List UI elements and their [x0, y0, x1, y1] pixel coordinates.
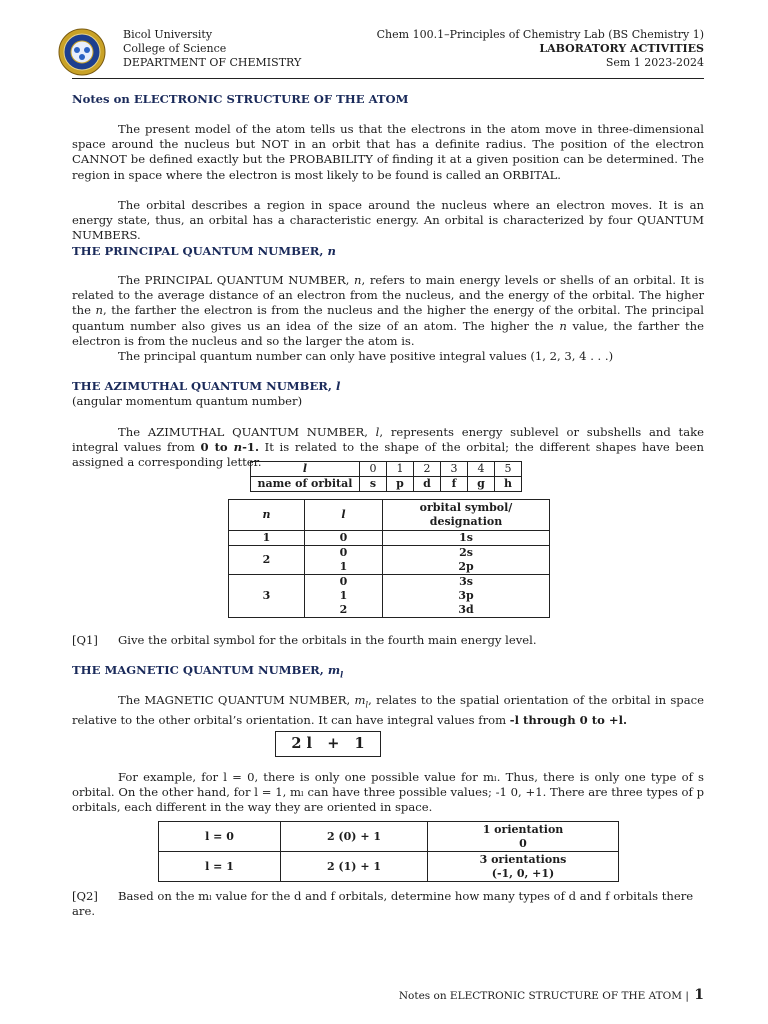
- table-cell: [305, 546, 383, 575]
- semester-label: Sem 1 2023-2024: [605, 56, 704, 69]
- question-number: [Q2]: [72, 889, 98, 903]
- azimuthal-p-part: It is related to the shape of the orbital; the different shapes have been assigned a corresponding letter.: [72, 440, 704, 470]
- table-cell: [305, 575, 383, 618]
- table-cell: d: [414, 477, 441, 492]
- table-cell: l = 1: [159, 852, 281, 882]
- table-cell: 1s: [383, 531, 550, 546]
- magnetic-p-part: relates to the spatial orientation of the orbital in space relative to the other orbital’s orientation. It can have integral values from: [72, 693, 704, 727]
- university-seal-logo: [58, 28, 106, 76]
- university-name: Bicol University: [123, 28, 213, 41]
- header-institution: [123, 28, 301, 70]
- table-row: [159, 852, 619, 882]
- range-end: -1.: [242, 440, 260, 455]
- course-title: Chem 100.1–Principles of Chemistry Lab (BS Chemistry 1): [376, 28, 704, 41]
- cell-line: 2p: [458, 560, 474, 573]
- page-title: Notes on ELECTRONIC STRUCTURE OF THE ATOM: [72, 92, 409, 106]
- azimuthal-heading-text: THE AZIMUTHAL QUANTUM NUMBER,: [72, 379, 332, 393]
- cell-line: 3 orientations: [479, 852, 567, 866]
- cell-line: 3p: [458, 589, 474, 602]
- activity-label: LABORATORY ACTIVITIES: [539, 42, 704, 55]
- table-header: n: [229, 500, 305, 531]
- l-symbol: l: [375, 425, 380, 439]
- question-text: Based on the mₗ value for the d and f orbitals, determine how many types of d and f orbitals there are.: [72, 889, 694, 918]
- table-cell: [383, 546, 550, 575]
- azimuthal-heading: [72, 379, 340, 394]
- table-cell: p: [387, 477, 414, 492]
- cell-line: 3s: [459, 575, 473, 588]
- table-cell: 2: [414, 462, 441, 477]
- azimuthal-p-part: represents energy sublevel or subshells and take integral values from: [72, 425, 705, 455]
- intro-paragraph-1: The present model of the atom tells us that the electrons in the atom move in three-dimensional space around the nucleus but NOT in an orbit that has a definite radius. The position of the electron CANNOT be defined exactly but the PROBABILITY of finding it at a given position can be determined. The region in space where the electron is most likely to be found is called an ORBITAL.: [72, 122, 704, 182]
- principal-p-part: refers to main energy levels or shells of an orbital. It is related to the average distance of an electron from the nucleus, and the energy of the orbital. The higher the: [72, 273, 705, 318]
- n-symbol: n: [95, 303, 103, 318]
- principal-values-paragraph: The principal quantum number can only have positive integral values (1, 2, 3, 4 . . .): [118, 349, 614, 363]
- header-line: orbital symbol/: [419, 501, 513, 514]
- question-text: Give the orbital symbol for the orbitals in the fourth main energy level.: [118, 633, 537, 647]
- principal-p-part: The PRINCIPAL QUANTUM NUMBER,: [118, 273, 350, 287]
- azimuthal-p-part: The AZIMUTHAL QUANTUM NUMBER,: [118, 425, 368, 439]
- principal-symbol: n: [327, 244, 336, 258]
- department-name: DEPARTMENT OF CHEMISTRY: [123, 56, 302, 69]
- magnetic-example-paragraph: For example, for l = 0, there is only one possible value for mₗ. Thus, there is only one type of s orbital. On the other hand, for l = 1, mₗ can have three possible values; -1 0, +1. There are three types of p orbitals, each different in the way they are oriented in space.: [72, 770, 704, 815]
- question-number: [Q1]: [72, 633, 98, 647]
- orientation-formula-box: 2 l + 1: [275, 731, 381, 757]
- table-row: [251, 462, 522, 477]
- table-cell: s: [360, 477, 387, 492]
- l-subscript: l: [340, 669, 344, 680]
- college-name: College of Science: [123, 42, 227, 55]
- table-row: [229, 575, 550, 618]
- orbital-letter-table: [250, 461, 522, 492]
- table-cell: 2 (1) + 1: [281, 852, 428, 882]
- table-row: [229, 531, 550, 546]
- cell-line: 2s: [459, 546, 473, 559]
- table-header: l: [305, 500, 383, 531]
- table-cell: [383, 575, 550, 618]
- table-cell: 3: [441, 462, 468, 477]
- magnetic-heading: [72, 663, 343, 682]
- principal-paragraph: The PRINCIPAL QUANTUM NUMBER, n, refers to main energy levels or shells of an orbital. It is related to the average distance of an electron from the nucleus, and the energy of the orbital. The higher the n, the farther the electron is from the nucleus and the higher the energy of the orbital. The principal quantum number also gives us an idea of the size of an atom. The higher the n value, the farther the electron is from the nucleus and so the larger the atom is.: [72, 273, 705, 348]
- cell-line: 0: [339, 575, 348, 588]
- table-cell: 0: [305, 531, 383, 546]
- table-cell: l: [251, 462, 360, 477]
- table-header: [383, 500, 550, 531]
- table-cell: name of orbital: [251, 477, 360, 492]
- principal-heading: [72, 244, 336, 259]
- n-symbol: n: [559, 318, 567, 333]
- table-row: [229, 500, 550, 531]
- range-start: 0 to: [200, 440, 228, 455]
- table-cell: 2: [229, 546, 305, 575]
- magnetic-p-part: The MAGNETIC QUANTUM NUMBER,: [118, 693, 351, 707]
- table-cell: 4: [468, 462, 495, 477]
- cell-line: 1: [339, 560, 348, 573]
- table-cell: [428, 822, 619, 852]
- table-cell: g: [468, 477, 495, 492]
- orbital-designation-table: [228, 499, 550, 618]
- intro-paragraph-2: The orbital describes a region in space around the nucleus where an electron moves. It is an energy state, thus, an orbital has a characteristic energy. An orbital is characterized by four QUANTUM NUMBERS.: [72, 198, 704, 243]
- magnetic-paragraph: The MAGNETIC QUANTUM NUMBER, $m_l$, relates to the spatial orientation of the orbital in space relative to the other orbital’s orientation. It can have integral values from -l through 0 to +l.: [72, 693, 704, 727]
- footer-separator: |: [685, 990, 689, 1002]
- orientation-table: [158, 821, 619, 882]
- header-course: [377, 28, 704, 70]
- table-cell: 2 (0) + 1: [281, 822, 428, 852]
- magnetic-range: -l through 0 to +l.: [509, 712, 628, 727]
- table-cell: h: [495, 477, 522, 492]
- azimuthal-subheading: (angular momentum quantum number): [72, 394, 303, 408]
- principal-heading-text: THE PRINCIPAL QUANTUM NUMBER,: [72, 244, 324, 258]
- table-cell: 1: [387, 462, 414, 477]
- magnetic-symbol: [327, 663, 344, 680]
- table-cell: 5: [495, 462, 522, 477]
- table-cell: f: [441, 477, 468, 492]
- header-line: designation: [429, 515, 503, 528]
- table-cell: 1: [229, 531, 305, 546]
- principal-p-part: the farther the electron is from the nucleus and the higher the energy of the orbital. The principal quantum number also gives us an idea of the size of an atom. The higher the: [72, 303, 705, 333]
- cell-line: (-1, 0, +1): [491, 866, 555, 880]
- magnetic-heading-text: THE MAGNETIC QUANTUM NUMBER,: [72, 663, 324, 677]
- header-divider: [72, 78, 704, 79]
- azimuthal-symbol: l: [336, 379, 341, 393]
- table-row: [159, 822, 619, 852]
- question-2: [72, 889, 704, 919]
- page-footer: [399, 988, 704, 1003]
- cell-line: 2: [339, 603, 348, 616]
- table-cell: [428, 852, 619, 882]
- cell-line: 0: [339, 546, 348, 559]
- table-row: [251, 477, 522, 492]
- page-number: 1: [694, 987, 704, 1003]
- cell-line: 0: [519, 836, 527, 850]
- cell-line: 1 orientation: [482, 822, 564, 836]
- azimuthal-paragraph: The AZIMUTHAL QUANTUM NUMBER, l, represents energy sublevel or subshells and take integral values from 0 to n-1. It is related to the shape of the orbital; the different shapes have been assigned a corresponding letter.: [72, 425, 705, 470]
- footer-title: Notes on ELECTRONIC STRUCTURE OF THE ATOM: [398, 990, 683, 1002]
- table-row: [229, 546, 550, 575]
- cell-line: 1: [339, 589, 348, 602]
- table-cell: 3: [229, 575, 305, 618]
- table-cell: 0: [360, 462, 387, 477]
- m-symbol: m: [327, 663, 341, 677]
- question-1: [72, 633, 704, 648]
- cell-line: 3d: [458, 603, 474, 616]
- table-cell: l = 0: [159, 822, 281, 852]
- n-symbol: n: [354, 273, 362, 287]
- principal-p-part: value, the farther the electron is from the nucleus and so the larger the atom is.: [72, 318, 705, 348]
